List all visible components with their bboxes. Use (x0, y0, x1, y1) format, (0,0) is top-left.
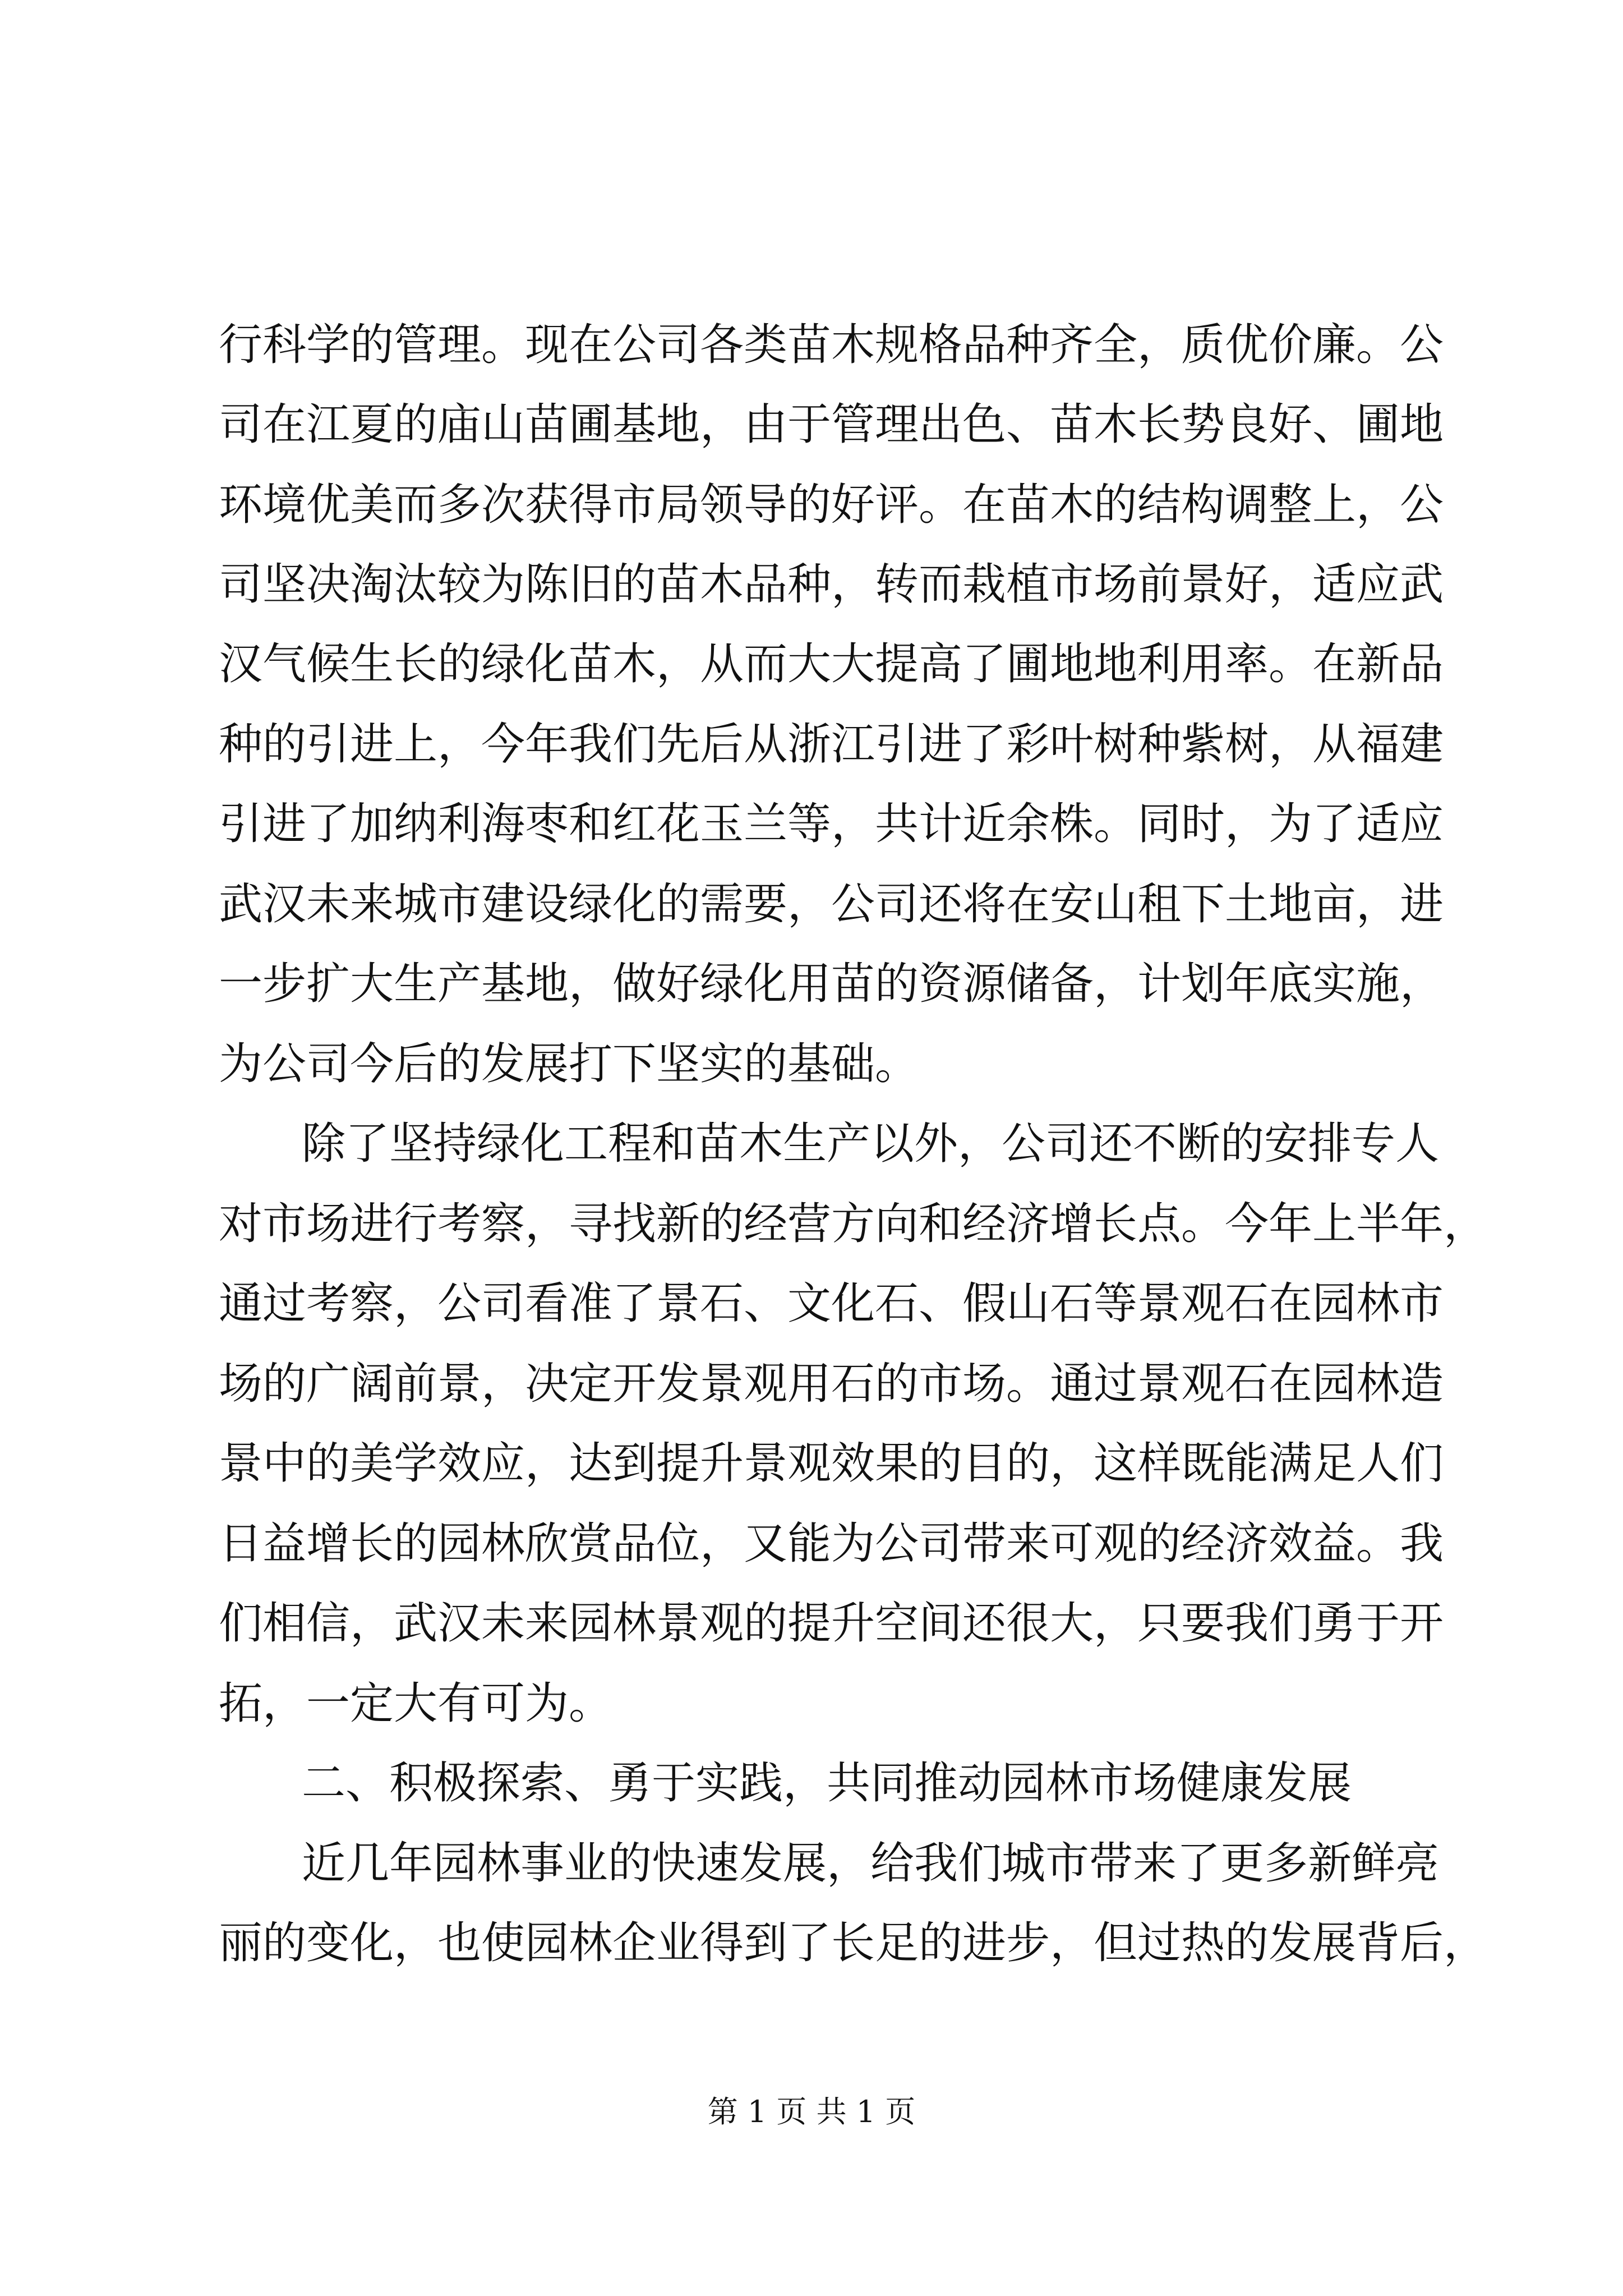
text-line-14: 场的广阔前景，决定开发景观用石的市场。通过景观石在园林造 (219, 1359, 1444, 1409)
text-line-4: 司坚决淘汰较为陈旧的苗木品种，转而栽植市场前景好，适应武 (219, 559, 1444, 610)
text-line-16: 日益增长的园林欣赏品位，又能为公司带来可观的经济效益。我 (219, 1519, 1444, 1569)
text-line-6: 种的引进上，今年我们先后从浙江引进了彩叶树种紫树，从福建 (219, 719, 1444, 770)
text-line-2: 司在江夏的庙山苗圃基地，由于管理出色、苗木长势良好、圃地 (219, 399, 1444, 450)
text-line-18: 拓，一定大有可为。 (219, 1678, 613, 1729)
text-line-17: 们相信，武汉未来园林景观的提升空间还很大，只要我们勇于开 (219, 1598, 1444, 1649)
paragraph-2-first-line: 除了坚持绿化工程和苗木生产以外，公司还不断的安排专人 (302, 1119, 1440, 1169)
section-heading: 二、积极探索、勇于实践，共同推动园林市场健康发展 (302, 1758, 1352, 1809)
text-line-15: 景中的美学效应，达到提升景观效果的目的，这样既能满足人们 (219, 1438, 1444, 1489)
text-line-13: 通过考察，公司看准了景石、文化石、假山石等景观石在园林市 (219, 1278, 1444, 1329)
text-line-8: 武汉未来城市建设绿化的需要，公司还将在安山租下土地亩，进 (219, 879, 1444, 930)
text-line-10: 为公司今后的发展打下坚实的基础。 (219, 1039, 919, 1089)
text-line-21: 丽的变化，也使园林企业得到了长足的进步，但过热的发展背后， (219, 1918, 1488, 1968)
text-line-3: 环境优美而多次获得市局领导的好评。在苗木的结构调整上，公 (219, 480, 1444, 530)
paragraph-3-first-line: 近几年园林事业的快速发展，给我们城市带来了更多新鲜亮 (302, 1838, 1440, 1889)
text-line-9: 一步扩大生产基地，做好绿化用苗的资源储备，计划年底实施， (219, 959, 1444, 1009)
text-line-1: 行科学的管理。现在公司各类苗木规格品种齐全，质优价廉。公 (219, 320, 1444, 370)
page-number-footer: 第 1 页 共 1 页 (707, 2094, 916, 2129)
text-line-5: 汉气候生长的绿化苗木，从而大大提高了圃地地利用率。在新品 (219, 639, 1444, 689)
text-line-12: 对市场进行考察，寻找新的经营方向和经济增长点。今年上半年， (219, 1199, 1488, 1249)
text-line-7: 引进了加纳利海枣和红花玉兰等，共计近余株。同时，为了适应 (219, 799, 1444, 849)
